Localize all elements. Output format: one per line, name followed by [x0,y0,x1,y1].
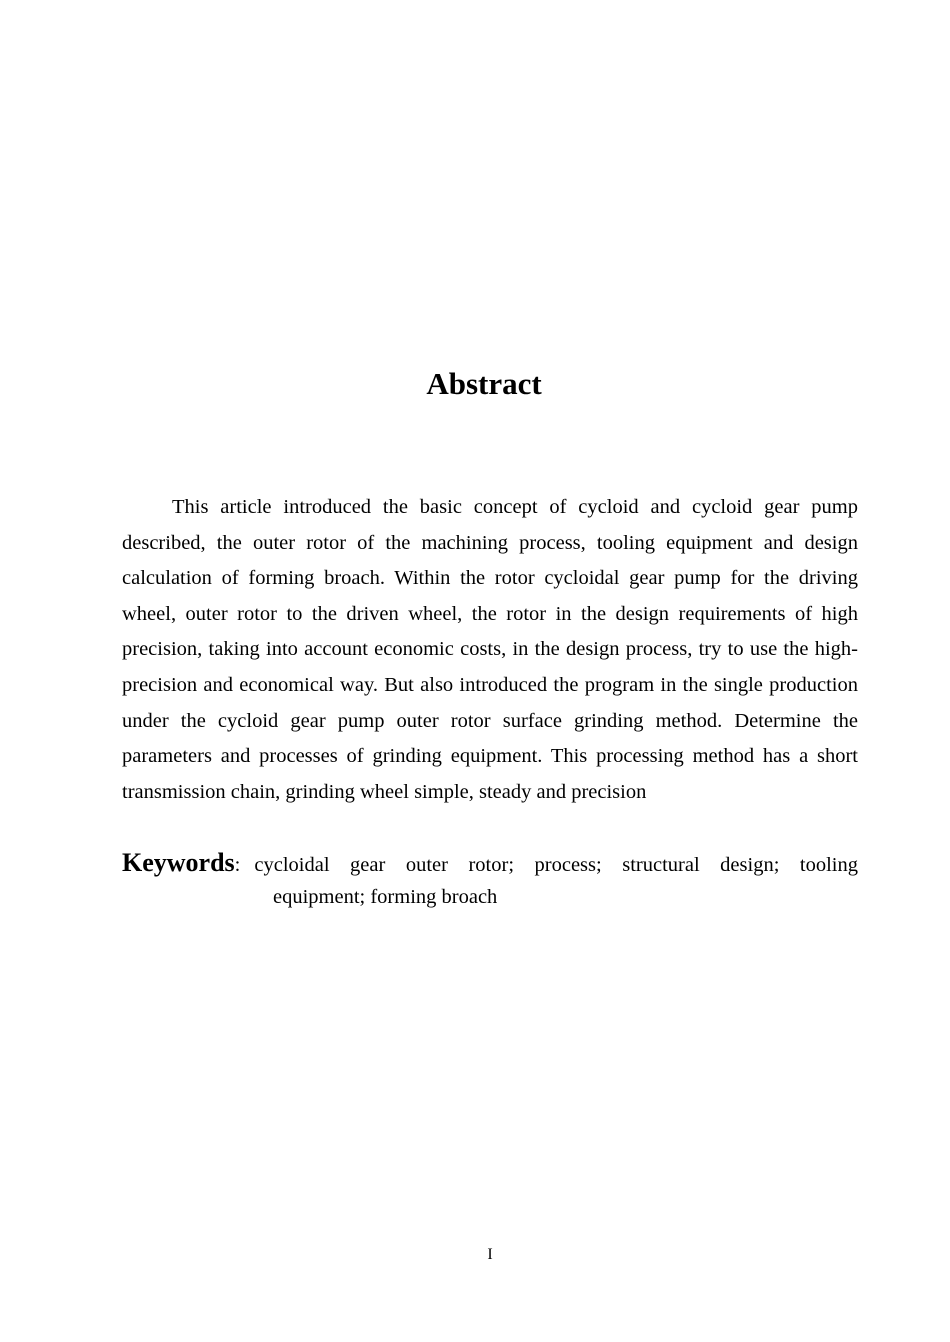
keywords-text-line2: equipment; forming broach [273,886,498,908]
abstract-body: This article introduced the basic concept of cycloid and cycloid gear pump described, the outer rotor of the machining process, tooling equipment and design calculation of forming broach. Within the rotor cycloidal gear pump for the driving wheel, outer rotor to the driven wheel, the rotor in the design requirements of high precision, taking into account economic costs, in the design process, try to use the high-precision and economical way. But also introduced the program in the single production under the cycloid gear pump outer rotor surface grinding method. Determine the parameters and processes of grinding equipment. This processing method has a short transmission chain, grinding wheel simple, steady and precision [122,496,858,803]
keywords-separator: : [234,854,241,876]
keywords-first-line [122,846,858,882]
abstract-title: Abstract [426,366,542,401]
keywords-text-line1: cycloidal gear outer rotor; process; structural design; tooling [254,854,858,876]
keywords-label: Keywords [122,848,235,877]
page-number: I [487,1246,493,1263]
keywords-section [122,846,858,912]
